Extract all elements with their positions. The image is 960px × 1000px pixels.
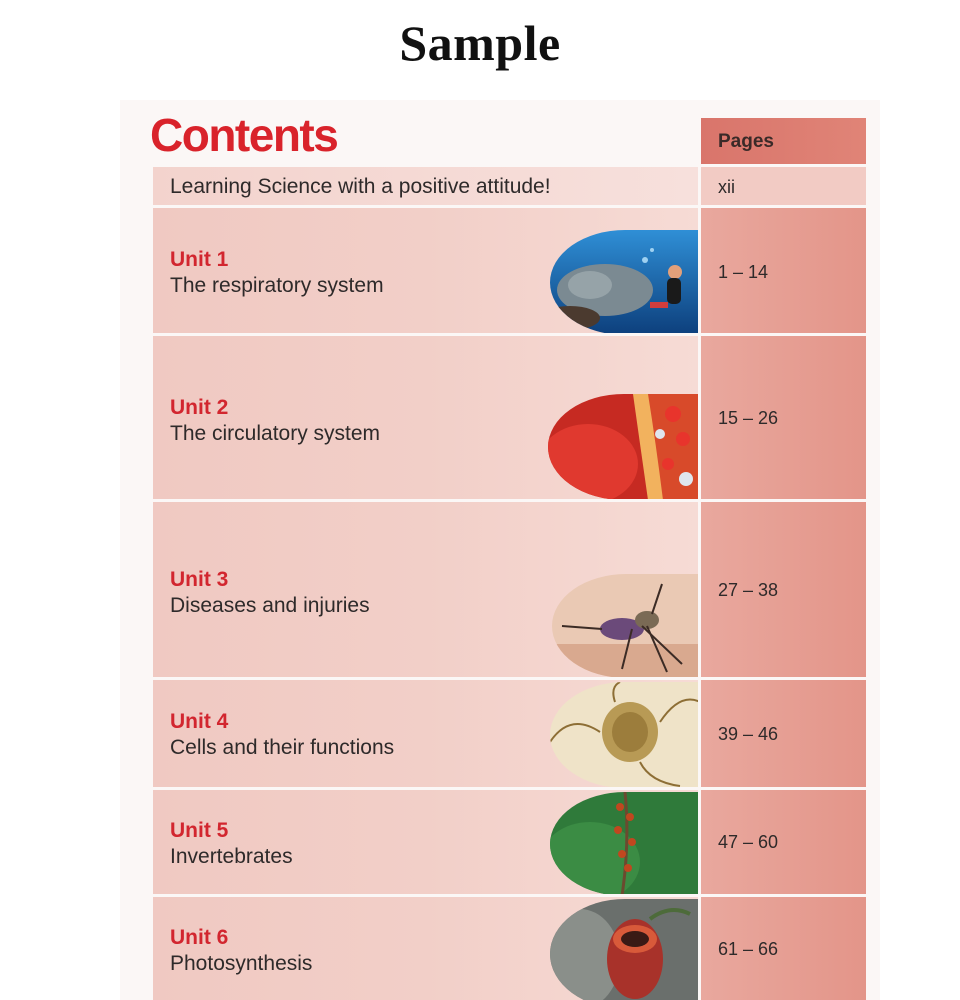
unit-label: Unit 2	[170, 396, 229, 419]
unit-page-cell	[701, 208, 866, 333]
unit-pages: 27 – 38	[718, 580, 779, 600]
intro-pages: xii	[718, 177, 735, 197]
unit-title: The respiratory system	[170, 274, 384, 297]
contents-heading: Contents	[150, 109, 338, 161]
unit-label: Unit 4	[170, 710, 229, 733]
sample-watermark-title: Sample	[399, 15, 561, 71]
intro-page-cell	[701, 167, 866, 205]
mosquito-photo	[552, 574, 698, 677]
unit-page-cell	[701, 897, 866, 1000]
unit-pages: 47 – 60	[718, 832, 779, 852]
unit-page-cell	[701, 680, 866, 787]
blood-vessel-photo	[548, 394, 698, 499]
unit-pages: 61 – 66	[718, 939, 779, 959]
unit-title: Diseases and injuries	[170, 594, 370, 617]
unit-row[interactable]	[153, 897, 698, 1000]
unit-title: Invertebrates	[170, 845, 293, 868]
manatee-and-diver-photo	[550, 230, 698, 333]
intro-row[interactable]	[153, 167, 698, 205]
unit-label: Unit 3	[170, 568, 229, 591]
unit-label: Unit 1	[170, 248, 229, 271]
unit-page-cell	[701, 336, 866, 499]
unit-row[interactable]	[153, 680, 698, 787]
unit-title: Photosynthesis	[170, 952, 313, 975]
intro-title: Learning Science with a positive attitude!	[170, 175, 551, 198]
unit-pages: 39 – 46	[718, 724, 779, 744]
unit-page-cell	[701, 502, 866, 677]
unit-row[interactable]	[153, 502, 698, 677]
unit-label: Unit 6	[170, 926, 229, 949]
unit-label: Unit 5	[170, 819, 229, 842]
unit-title: Cells and their functions	[170, 736, 395, 759]
unit-page-cell	[701, 790, 866, 894]
unit-row[interactable]	[153, 790, 698, 894]
pages-header-label: Pages	[718, 131, 774, 152]
pitcher-plant-photo	[550, 899, 698, 1000]
unit-title: The circulatory system	[170, 422, 381, 445]
cell-photo	[550, 682, 698, 787]
unit-row[interactable]	[153, 208, 698, 333]
insects-on-plant-photo	[550, 792, 698, 894]
unit-pages: 15 – 26	[718, 408, 779, 428]
unit-row[interactable]	[153, 336, 698, 499]
pages-column-header	[701, 118, 866, 164]
unit-pages: 1 – 14	[718, 262, 769, 282]
